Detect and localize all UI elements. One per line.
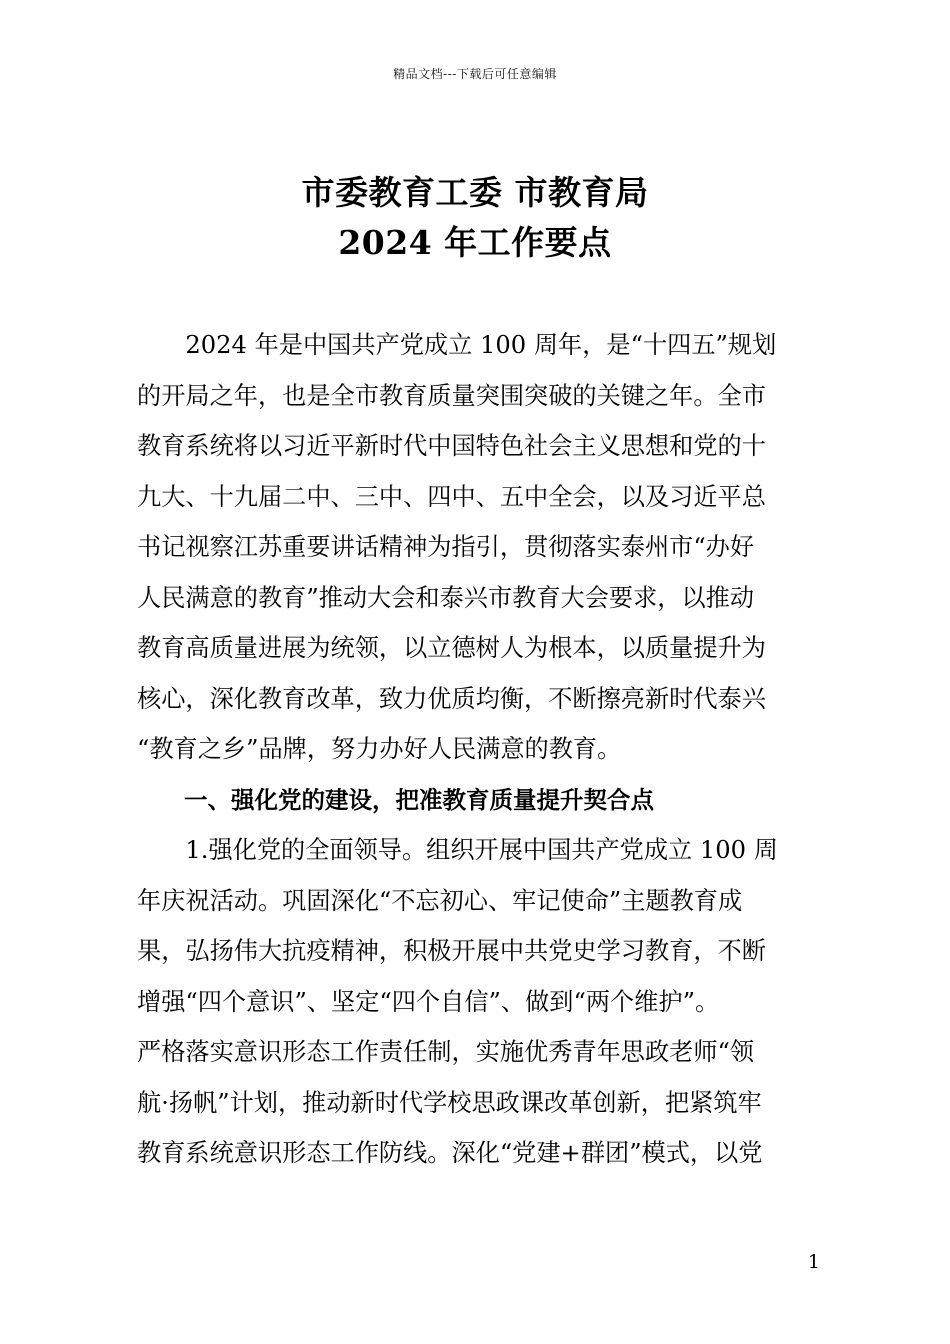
body-line: 增强“四个意识”、坚定“四个自信”、做到“两个维护”。 <box>137 987 720 1016</box>
document-body <box>137 320 817 1179</box>
body-line: 果，弘扬伟大抗疫精神，积极开展中共党史学习教育，不断 <box>137 937 766 965</box>
body-line: 航·扬帆”计划，推动新时代学校思政课改革创新，把紧筑牢 <box>137 1088 762 1117</box>
body-line: 严格落实意识形态工作责任制，实施优秀青年思政老师“领 <box>137 1038 755 1066</box>
body-line: 教育高质量进展为统领，以立德树人为根本，以质量提升为 <box>137 634 766 662</box>
body-line: “教育之乡”品牌，努力办好人民满意的教育。 <box>137 735 622 763</box>
body-line: 2024 年是中国共产党成立 100 周年，是“十四五”规划 <box>137 331 777 359</box>
body-line: 年庆祝活动。巩固深化“不忘初心、牢记使命”主题教育成 <box>137 886 743 915</box>
body-line: 的开局之年，也是全市教育质量突围突破的关键之年。全市 <box>137 381 766 410</box>
section-heading: 一、强化党的建设，把准教育质量提升契合点 <box>137 785 654 814</box>
body-line: 1.强化党的全面领导。组织开展中国共产党成立 100 周 <box>137 836 778 864</box>
body-line: 核心，深化教育改革，致力优质均衡，不断擦亮新时代泰兴 <box>137 684 766 713</box>
body-line: 教育系统意识形态工作防线。深化“党建+群团”模式，以党 <box>137 1139 763 1167</box>
body-line: 教育系统将以习近平新时代中国特色社会主义思想和党的十 <box>137 432 766 460</box>
body-line: 九大、十九届二中、三中、四中、五中全会，以及习近平总 <box>137 482 766 511</box>
title-line-2: 2024 年工作要点 <box>338 223 612 262</box>
body-line: 书记视察江苏重要讲话精神为指引，贯彻落实泰州市“办好 <box>137 533 755 561</box>
page-number: 1 <box>807 1251 820 1273</box>
document-title <box>0 168 950 268</box>
body-line: 人民满意的教育”推动大会和泰兴市教育大会要求，以推动 <box>137 583 755 612</box>
title-line-1: 市委教育工委 市教育局 <box>301 173 649 212</box>
header-note: 精品文档---下载后可任意编辑 <box>393 67 557 81</box>
